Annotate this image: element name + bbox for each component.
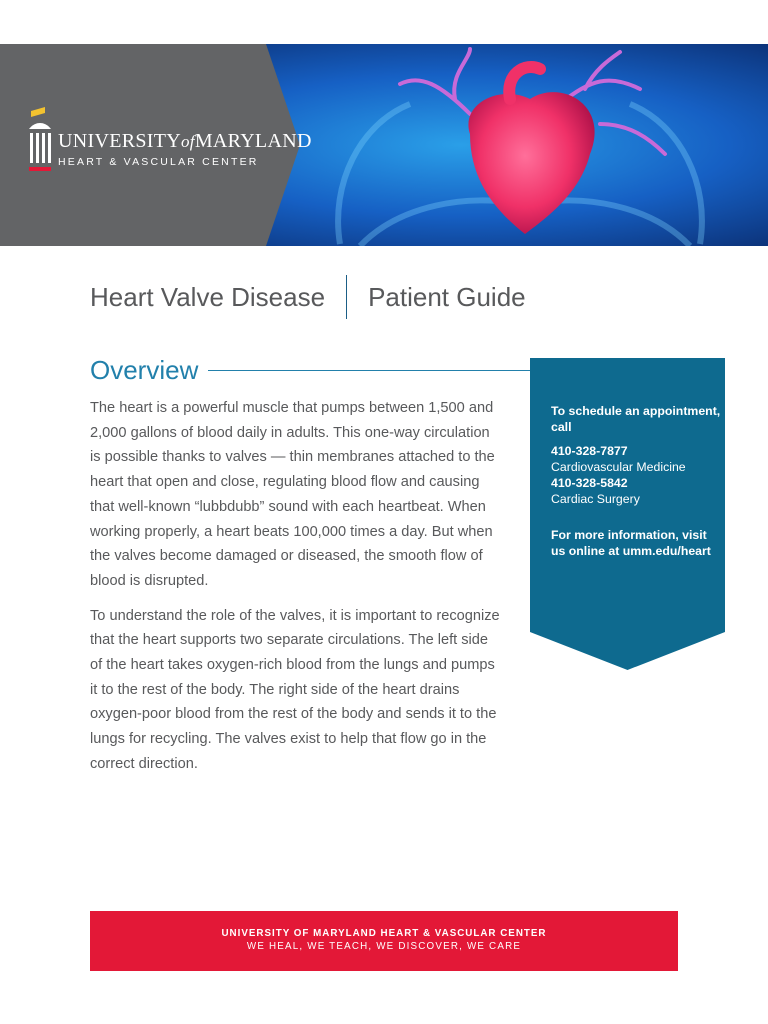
logo-university: UNIVERSITYofMARYLAND (58, 130, 312, 152)
phone-dept: Cardiovascular Medicine (551, 460, 686, 474)
overview-body (90, 396, 502, 787)
paragraph: The heart is a powerful muscle that pumps between 1,500 and 2,000 gallons of blood daily in adults. This one-way circulation is possible thanks to valves — thin membranes attached to the heart that open and close, regulating blood flow and causing that well-known “lubbdubb” sound with each heartbeat. When working properly, a heart beats 100,000 times a day. But when the valves become damaged or diseased, the smooth flow of blood is disrupted. (90, 400, 495, 589)
overview-heading (90, 352, 530, 388)
schedule-text: To schedule an appointment, call (551, 404, 721, 434)
phone-number: 410-328-7877 (551, 444, 628, 458)
contact-callout (530, 358, 725, 670)
footer-org: UNIVERSITY OF MARYLAND HEART & VASCULAR CENTER (221, 928, 547, 939)
phone-dept: Cardiac Surgery (551, 492, 640, 506)
phone-number: 410-328-5842 (551, 476, 628, 490)
title-divider (346, 275, 347, 319)
document-title (90, 272, 526, 322)
logo (58, 130, 312, 168)
footer-bar (90, 911, 678, 971)
university-seal-icon (27, 107, 53, 175)
callout-content (551, 403, 721, 559)
overview-title: Overview (90, 354, 199, 385)
more-info-text: For more information, visit us online at umm.edu/heart (551, 528, 711, 558)
title-main: Heart Valve Disease (90, 281, 326, 312)
heading-rule (208, 370, 530, 371)
logo-center: HEART & VASCULAR CENTER (58, 156, 259, 168)
paragraph: To understand the role of the valves, it is important to recognize that the heart supports two separate circulations. The left side of the heart takes oxygen-rich blood from the lungs and pumps it to the rest of the body. The right side of the heart drains oxygen-poor blood from the rest of the body and sends it to the lungs for recycling. The valves exist to help that flow go in the correct direction. (90, 607, 500, 772)
header-banner (0, 44, 768, 246)
footer-tagline: WE HEAL, WE TEACH, WE DISCOVER, WE CARE (246, 941, 522, 952)
title-sub: Patient Guide (368, 281, 526, 312)
